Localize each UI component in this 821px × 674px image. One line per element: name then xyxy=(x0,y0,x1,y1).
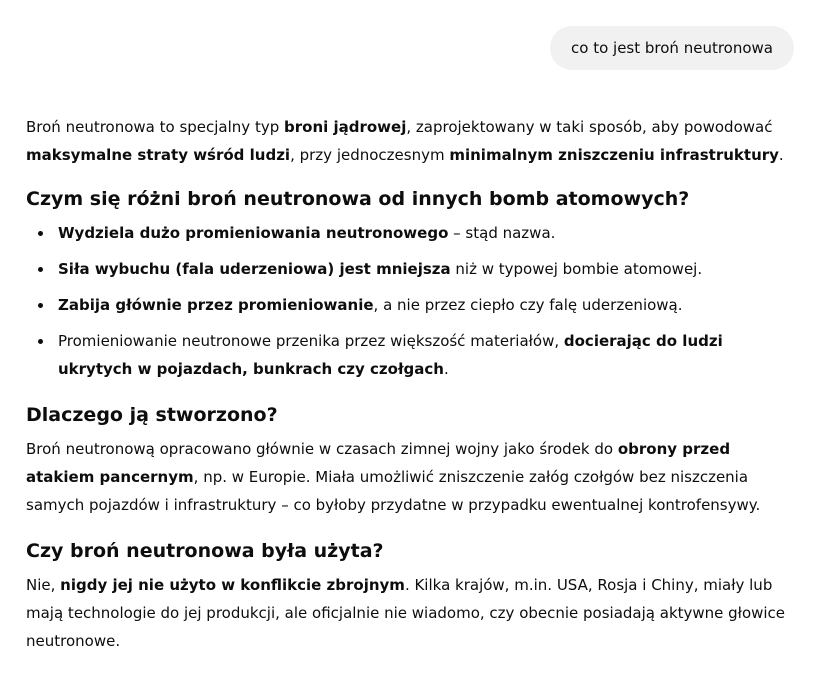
list-item-text: Promieniowanie neutronowe przenika przez większość materiałów, xyxy=(58,332,564,350)
intro-bold-1: broni jądrowej xyxy=(284,118,407,136)
used-bold-1: nigdy jej nie użyto w konflikcie zbrojnym xyxy=(60,576,405,594)
list-item-bold: Zabija głównie przez promieniowanie xyxy=(58,296,374,314)
used-text-2: . Kilka krajów, m.in. USA, Rosja i Chiny, miały lub mają technologie do jej produkcji, ale oficjalnie nie wiadomo, czy obecnie posiadają aktywne głowice neutronowe. xyxy=(26,576,786,650)
user-message-row xyxy=(550,26,794,70)
why-text-2: , np. w Europie. Miała umożliwić zniszczenie załóg czołgów bez niszczenia samych pojazdów i infrastruktury – co byłoby przydatne w przypadku ewentualnej kontrofensywy. xyxy=(26,468,761,514)
why-bold-1: obrony przed atakiem pancernym xyxy=(26,440,731,486)
list-item xyxy=(26,219,801,247)
bullet-icon xyxy=(38,231,43,236)
list-item-text: , a nie przez ciepło czy falę uderzeniową. xyxy=(373,296,683,314)
differences-list xyxy=(26,219,801,383)
intro-bold-3: minimalnym zniszczeniu infrastruktury xyxy=(449,146,779,164)
intro-bold-2: maksymalne straty wśród ludzi xyxy=(26,146,291,164)
list-item-bold: Siła wybuchu (fala uderzeniowa) jest mniejsza xyxy=(58,260,451,278)
bullet-icon xyxy=(38,303,43,308)
list-item-text-end: . xyxy=(443,360,449,378)
why-text-1: Broń neutronową opracowano głównie w czasach zimnej wojny jako środek do xyxy=(26,440,618,458)
intro-text-2: , zaprojektowany w taki sposób, aby powodować xyxy=(406,118,773,136)
list-item xyxy=(26,327,801,383)
list-item-text: niż w typowej bombie atomowej. xyxy=(450,260,703,278)
section-heading-was-used: Czy broń neutronowa była użyta? xyxy=(26,540,384,562)
section-heading-differences: Czym się różni broń neutronowa od innych bomb atomowych? xyxy=(26,188,690,210)
bullet-icon xyxy=(38,267,43,272)
intro-text-1: Broń neutronowa to specjalny typ xyxy=(26,118,284,136)
list-item xyxy=(26,255,801,283)
bullet-icon xyxy=(38,339,43,344)
intro-paragraph xyxy=(26,113,801,169)
list-item-bold: docierając do ludzi ukrytych w pojazdach, bunkrach czy czołgach xyxy=(58,332,723,378)
list-item-text: – stąd nazwa. xyxy=(448,224,556,242)
assistant-response xyxy=(26,113,801,655)
used-text-1: Nie, xyxy=(26,576,61,594)
list-item xyxy=(26,291,801,319)
user-message-bubble: co to jest broń neutronowa xyxy=(550,26,794,70)
section-heading-why-created: Dlaczego ją stworzono? xyxy=(26,404,278,426)
was-used-paragraph xyxy=(26,571,801,655)
intro-text-3: , przy jednoczesnym xyxy=(290,146,450,164)
intro-text-4: . xyxy=(778,146,784,164)
why-created-paragraph xyxy=(26,435,801,519)
list-item-bold: Wydziela dużo promieniowania neutronowego xyxy=(58,224,449,242)
